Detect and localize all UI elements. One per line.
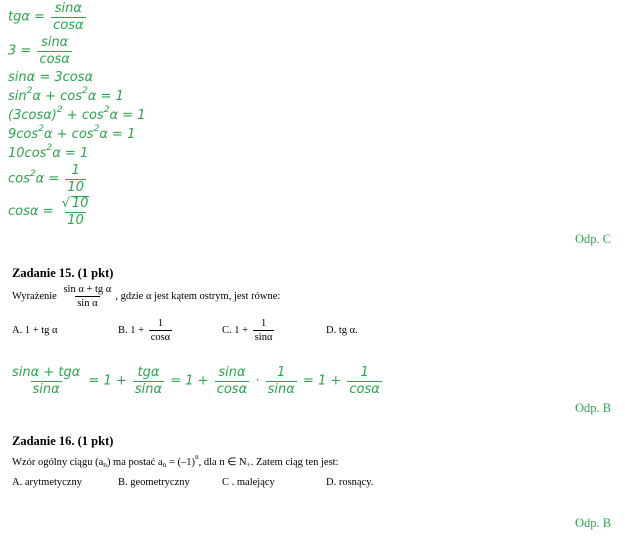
task-15-option-b: B. 1 + $\frac{1}{\cos\alpha}$ xyxy=(118,318,171,344)
solution-line-4: $\sin^2\alpha + \cos^2\alpha = 1$ xyxy=(8,85,124,104)
solution-line-5: $(3\cos\alpha)^2 + \cos^2\alpha = 1$ xyxy=(8,104,146,123)
task-15-option-a: A. 1 + tg α xyxy=(12,325,58,336)
task-16-prompt: Wzór ogólny ciągu $(a_n)$ ma postać $a_n = (-1)^n$, dla n ∈ $N_+$. Zatem ciąg ten jest: xyxy=(12,452,339,469)
solution-line-9: cosα = $\frac{√ 10}{10}$ xyxy=(8,196,89,228)
task-15-option-c: C. 1 + $\frac{1}{\sin\alpha}$ xyxy=(222,318,273,344)
answer-3: Odp. B xyxy=(575,516,612,530)
task-15-option-d: D. tg α. xyxy=(326,325,358,336)
task-16-option-c: C . malejący xyxy=(222,477,275,488)
task-16-heading: Zadanie 16. (1 pkt) xyxy=(12,434,114,448)
solution-line-6: $9\cos^2\alpha + \cos^2\alpha = 1$ xyxy=(8,123,136,142)
answer-2: Odp. B xyxy=(575,401,612,415)
solution-line-7: $10\cos^2\alpha = 1$ xyxy=(8,142,89,161)
solution-line-1: tgα = $\frac{\sin\alpha}{\cos\alpha}$ xyxy=(8,1,84,33)
task-16-option-a: A. arytmetyczny xyxy=(12,477,82,488)
solution-line-8: $\cos^2\alpha$ = $\frac{1}{10}$ xyxy=(8,163,84,195)
task-15-heading: Zadanie 15. (1 pkt) xyxy=(12,266,114,280)
solution-2-equation: $\frac{\text{sinα + tgα}}{\sin\alpha}$ = 1 + $\frac{\text{tgα}}{\sin\alpha}$ = 1 + $\frac{\sin\alpha}{\cos\alpha}$ · $\frac{1}{\sin\alpha}$ = 1 + $\frac{1}{\cos\alpha}$ xyxy=(12,365,380,397)
task-16-option-d: D. rosnący. xyxy=(326,477,374,488)
task-15-prompt: Wyrażenie $\frac{\text{sin α + tg α}}{\text{sin α}}$ , gdzie α jest kątem ostrym, jest równe: xyxy=(12,284,281,310)
solution-line-3: sinα = 3cosα xyxy=(8,70,94,85)
sqrt-symbol: √ xyxy=(61,196,70,211)
task-16-option-b: B. geometryczny xyxy=(118,477,190,488)
solution-line-2: 3 = $\frac{\sin\alpha}{\cos\alpha}$ xyxy=(8,35,70,67)
answer-1: Odp. C xyxy=(575,232,612,246)
